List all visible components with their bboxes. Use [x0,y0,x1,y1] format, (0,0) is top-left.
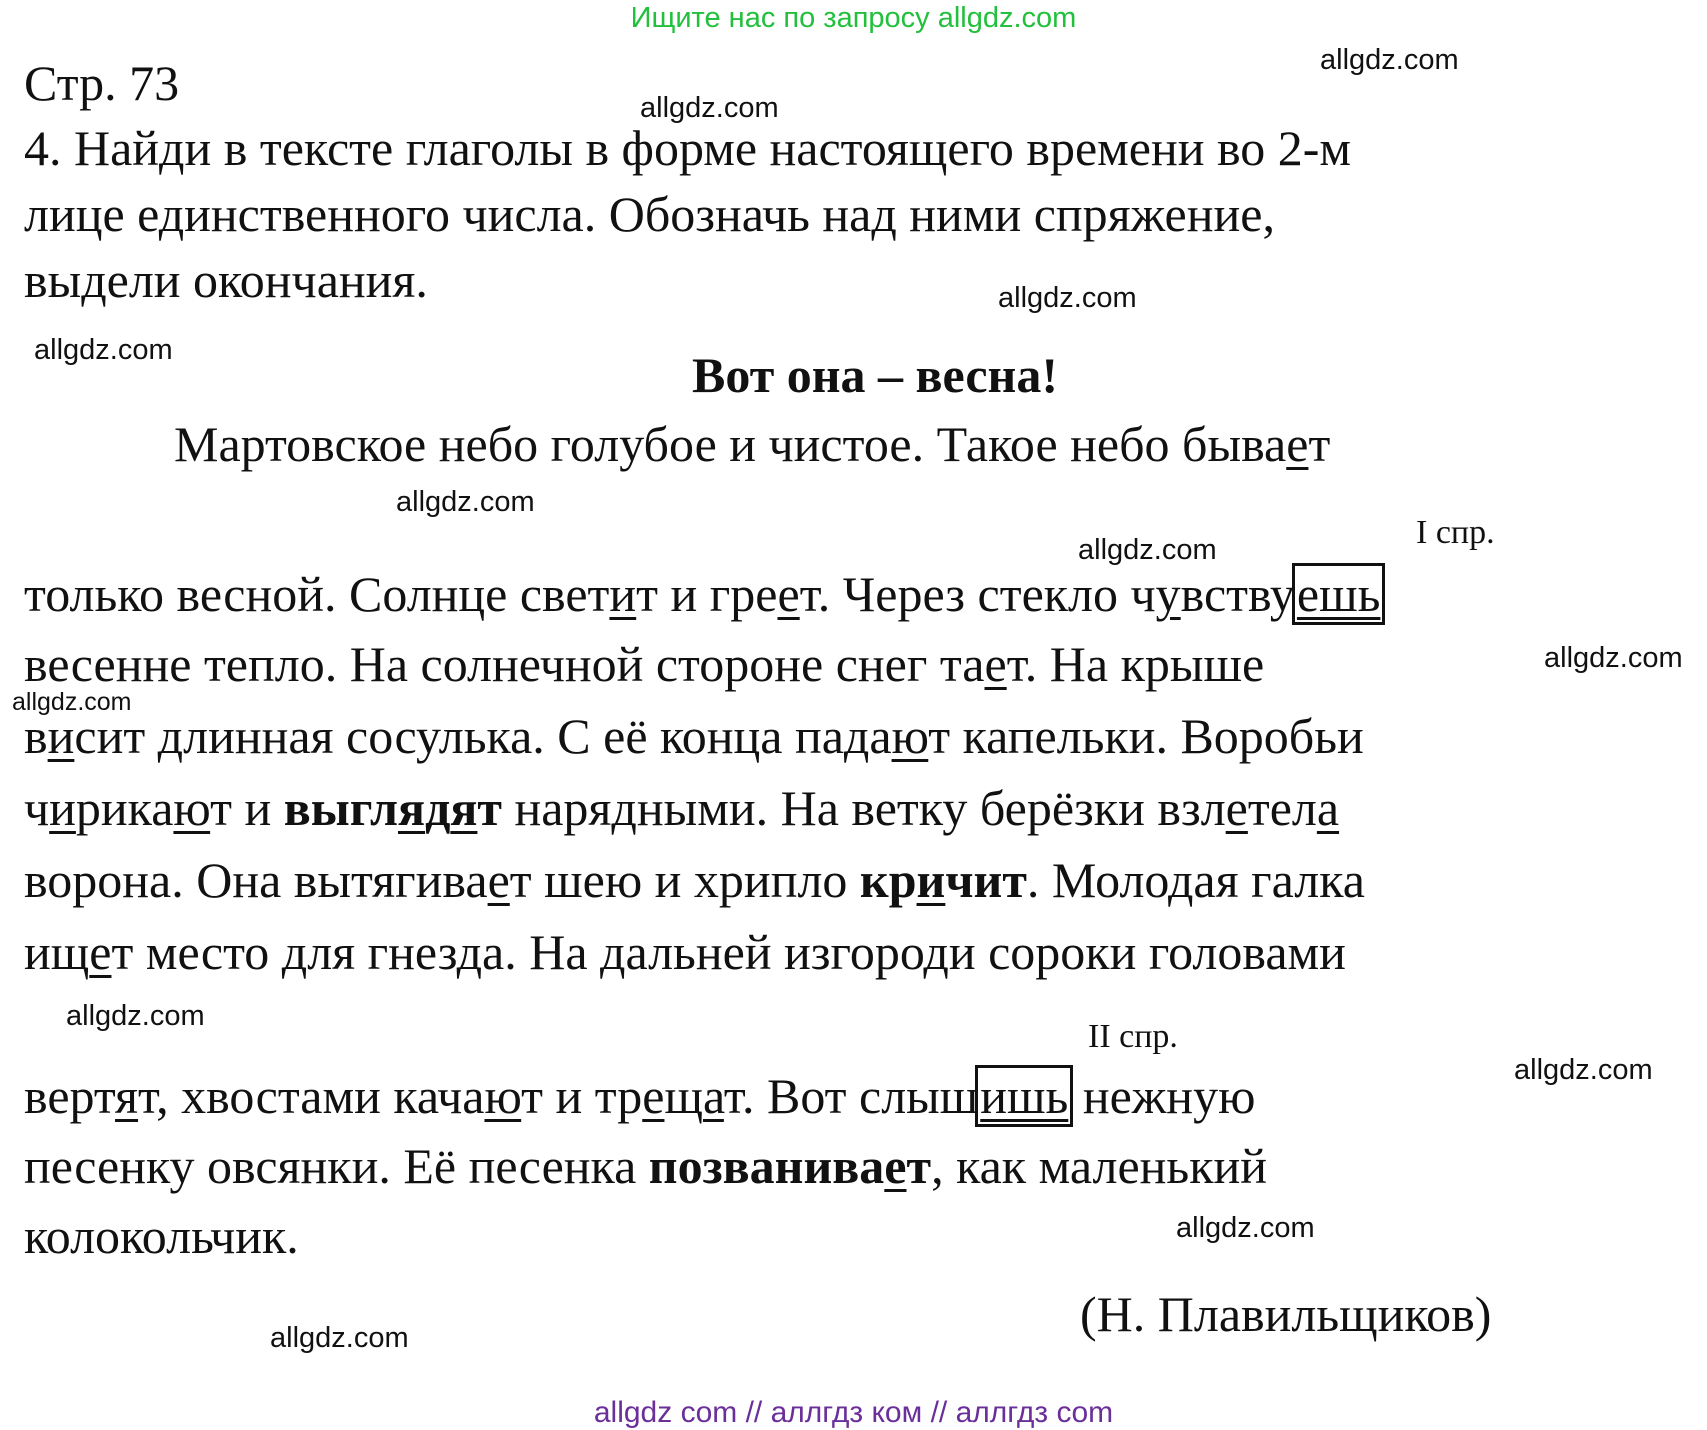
author: (Н. Плавильщиков) [1080,1286,1492,1342]
conjugation-note-2: II спр. [1088,1018,1178,1055]
watermark: allgdz.com [34,334,173,366]
watermark: allgdz.com [1078,534,1217,566]
text-line-7: ищет место для гнезда. На дальней изгороди сороки головами [24,924,1346,980]
text-line-9: песенку овсянки. Её песенка позванивает, как маленький [24,1138,1268,1194]
watermark: allgdz.com [1544,642,1683,674]
watermark: allgdz.com [12,688,132,716]
text-title: Вот она – весна! [692,347,1059,403]
text-line-2: только весной. Солнце светит и греет. Через стекло чувствуешь [24,566,1381,622]
watermark: allgdz.com [1176,1212,1315,1244]
text-line-3: весенне тепло. На солнечной стороне снег тает. На крыше [24,636,1265,692]
text-line-5: чирикают и выглядят нарядными. На ветку берёзки взлетела [24,780,1340,836]
ending-box-2: ишь [980,1068,1069,1124]
task-line-2: лице единственного числа. Обозначь над ними спряжение, [24,186,1275,242]
page-label: Стр. 73 [24,55,180,111]
watermark: allgdz.com [66,1000,205,1032]
watermark: allgdz.com [270,1322,409,1354]
footer-links[interactable]: allgdz com // аллгдз ком // аллгдз com [593,1396,1114,1429]
conjugation-note-1: I спр. [1416,514,1495,551]
text-line-4: висит длинная сосулька. С её конца падают капельки. Воробьи [24,708,1364,764]
watermark: allgdz.com [1320,44,1459,76]
ending-box-1: ешь [1296,566,1381,622]
text-line-1: Мартовское небо голубое и чистое. Такое небо бывает [174,416,1331,472]
watermark: allgdz.com [998,282,1137,314]
watermark: allgdz.com [640,92,779,124]
top-banner[interactable]: Ищите нас по запросу allgdz.com [630,2,1077,34]
watermark: allgdz.com [1514,1054,1653,1086]
task-line-3: выдели окончания. [24,252,428,308]
watermark: allgdz.com [396,486,535,518]
text-line-10: колокольчик. [24,1208,299,1264]
task-line-1: 4. Найди в тексте глаголы в форме настоящего времени во 2-м [24,120,1352,176]
text-line-6: ворона. Она вытягивает шею и хрипло кричит. Молодая галка [24,852,1365,908]
text-line-8: вертят, хвостами качают и трещат. Вот слышишь нежную [24,1068,1256,1124]
